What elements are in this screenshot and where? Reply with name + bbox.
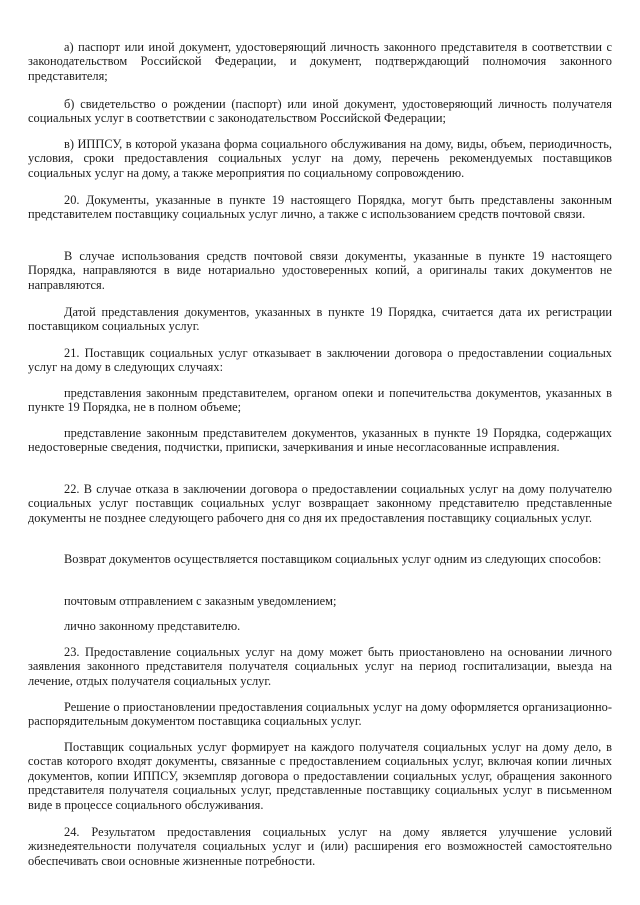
paragraph-refusal-incomplete: представления законным представителем, органом опеки и попечительства документов, указанных в пункте 19 Порядка, не в полном объеме;: [28, 386, 612, 415]
paragraph-return-postal: почтовым отправлением с заказным уведомлением;: [64, 594, 337, 608]
paragraph-clause-23: 23. Предоставление социальных услуг на дому может быть приостановлено на основании личного заявления законного представителя получателя социальных услуг на период госпитализации, выезда на лечение, отдых получателя социальных услуг.: [28, 645, 612, 688]
paragraph-clause-20: 20. Документы, указанные в пункте 19 настоящего Порядка, могут быть представлены законным представителем поставщику социальных услуг лично, а также с использованием средств почтовой связи.: [28, 193, 612, 222]
paragraph-return-personal: лично законному представителю.: [64, 619, 241, 633]
paragraph-submission-date: Датой представления документов, указанных в пункте 19 Порядка, считается дата их регистрации поставщиком социальных услуг.: [28, 305, 612, 334]
paragraph-item-v: в) ИППСУ, в которой указана форма социального обслуживания на дому, виды, объем, периодичность, условия, сроки предоставления социальных услуг на дому, перечень рекомендуемых поставщиков социальных услуг на дому, а также мероприятия по социальному сопровождению.: [28, 137, 612, 180]
paragraph-return-methods: Возврат документов осуществляется поставщиком социальных услуг одним из следующих способов:: [64, 552, 602, 566]
paragraph-refusal-invalid: представление законным представителем документов, указанных в пункте 19 Порядка, содержащих недостоверные сведения, подчистки, приписки, зачеркивания и иные несогласованные исправления.: [28, 426, 612, 455]
paragraph-postal: В случае использования средств почтовой связи документы, указанные в пункте 19 настоящего Порядка, направляются в виде нотариально удостоверенных копий, а оригиналы таких документов не направляются.: [28, 249, 612, 292]
paragraph-clause-24: 24. Результатом предоставления социальных услуг на дому является улучшение условий жизнедеятельности получателя социальных услуг и (или) расширения его возможностей самостоятельно обеспечивать свои основные жизненные потребности.: [28, 825, 612, 868]
paragraph-case-file: Поставщик социальных услуг формирует на каждого получателя социальных услуг на дому дело, в состав которого входят документы, связанные с предоставлением социальных услуг, включая копии личных документов, копии ИППСУ, экземпляр договора о предоставлении социальных услуг, обращения законного представителя получателя социальных услуг, представленные поставщику социальных услуг в письменном виде в процессе социального обслуживания.: [28, 740, 612, 812]
paragraph-item-b: б) свидетельство о рождении (паспорт) или иной документ, удостоверяющий личность получателя социальных услуг в соответствии с законодательством Российской Федерации;: [28, 97, 612, 126]
paragraph-clause-22: 22. В случае отказа в заключении договора о предоставлении социальных услуг на дому получателю социальных услуг поставщик социальных услуг возвращает законному представителю представленные документы не позднее следующего рабочего дня со дня их предоставления поставщику социальных услуг.: [28, 482, 612, 525]
paragraph-suspension-decision: Решение о приостановлении предоставления социальных услуг на дому оформляется организационно-распорядительным документом поставщика социальных услуг.: [28, 700, 612, 729]
paragraph-clause-21: 21. Поставщик социальных услуг отказывает в заключении договора о предоставлении социальных услуг на дому в следующих случаях:: [28, 346, 612, 375]
paragraph-item-a: а) паспорт или иной документ, удостоверяющий личность законного представителя в соответствии с законодательством Российской Федерации, и документ, подтверждающий полномочия законного представителя;: [28, 40, 612, 83]
